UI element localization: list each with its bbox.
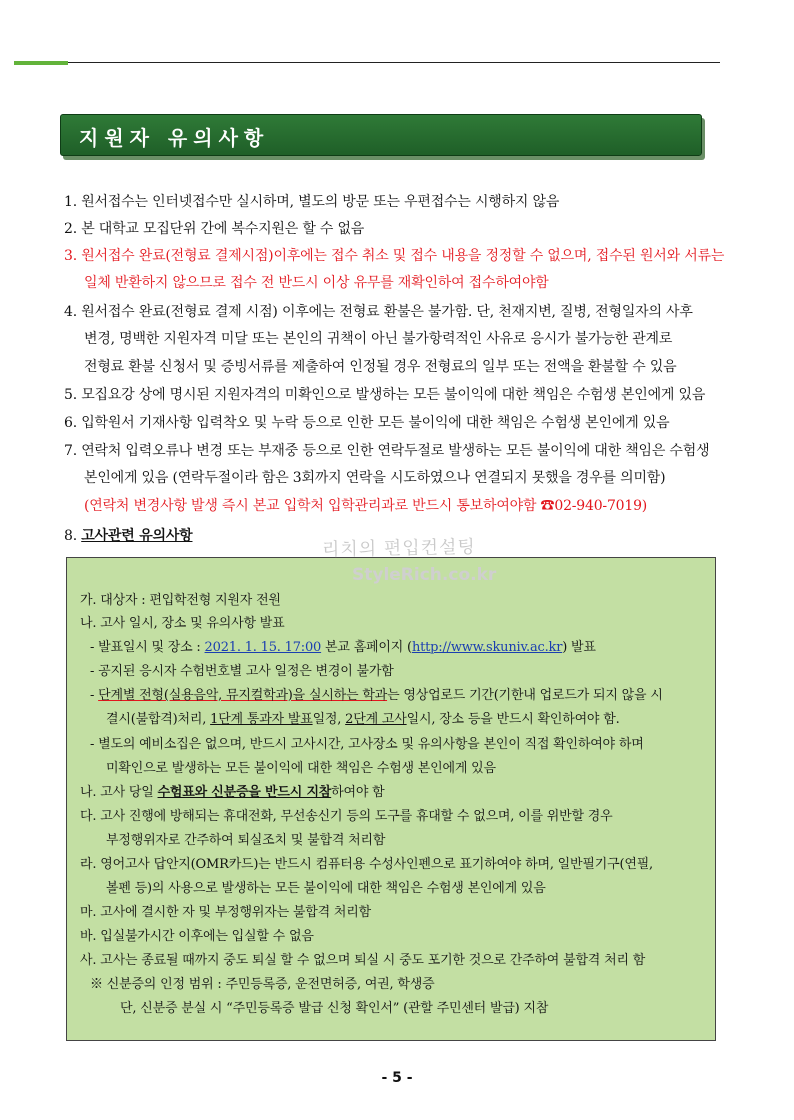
item-7: 7. 연락처 입력오류나 변경 또는 부재중 등으로 인한 연락두절로 발생하는 모든 불이익에 대한 책임은 수험생 [64, 443, 710, 459]
box-line-no-gathering: - 별도의 예비소집은 없으며, 반드시 고사시간, 고사장소 및 유의사항을 본인이 직접 확인하여야 하며 [90, 737, 644, 752]
item-4-cont1: 변경, 명백한 지원자격 미달 또는 본인의 귀책이 아닌 불가항력적인 사유로 응시가 불가능한 관계로 [84, 331, 673, 347]
item-2: 2. 본 대학교 모집단위 간에 복수지원은 할 수 없음 [64, 221, 365, 237]
box-line-omr-cont: 볼펜 등)의 사용으로 발생하는 모든 불이익에 대한 책임은 수험생 본인에게 있음 [106, 881, 546, 896]
watermark-text: 리치의 편입컨설팅 [321, 536, 477, 561]
stage-dash: - [90, 688, 99, 703]
bring-c: 하여야 함 [331, 785, 385, 800]
box-line-no-leave: 사. 고사는 종료될 때까지 중도 퇴실 할 수 없으며 퇴실 시 중도 포기한 것으로 간주하여 불합격 처리 함 [80, 953, 646, 968]
item-8 [64, 526, 192, 546]
section-title: 지원자 유의사항 [79, 126, 270, 150]
item-8-label: 고사관련 유의사항 [81, 528, 193, 544]
box-line-entry-time: 바. 입실불가시간 이후에는 입실할 수 없음 [80, 929, 314, 944]
box-line-announce [90, 639, 596, 657]
announce-mid: 본교 홈페이지 ( [321, 640, 412, 655]
box-line-absent: 마. 고사에 결시한 자 및 부정행위자는 불합격 처리함 [80, 905, 371, 920]
bring-a: 나. 고사 당일 [80, 785, 158, 800]
box-line-devices-cont: 부정행위자로 간주하여 퇴실조치 및 불합격 처리함 [106, 833, 386, 848]
item-3: 3. 원서접수 완료(전형료 결제시점)이후에는 접수 취소 및 접수 내용을 정정할 수 없으며, 접수된 원서와 서류는 [64, 248, 725, 264]
box-line-bring-id [80, 784, 385, 802]
item-7-cont: 본인에게 있음 (연락두절이라 함은 3회까지 연락을 시도하였으나 연결되지 못했을 경우를 의미함) [84, 470, 666, 486]
section-banner [60, 114, 702, 156]
page-number: - 5 - [381, 1070, 413, 1086]
box-line-stage-cont [106, 711, 620, 729]
stage-exam-dept: 단계별 전형(실용음악, 뮤지컬학과)을 실시하는 학과 [98, 688, 388, 703]
box-line-stage-exam [90, 687, 663, 705]
box-line-id-lost: 단, 신분증 분실 시 “주민등록증 발급 신청 확인서” (관할 주민센터 발급) 지참 [120, 1001, 549, 1016]
item-5: 5. 모집요강 상에 명시된 지원자격의 미확인으로 발생하는 모든 불이익에 대한 책임은 수험생 본인에게 있음 [64, 387, 706, 403]
item-7-contact: (연락처 변경사항 발생 즉시 본교 입학처 입학관리과로 반드시 통보하여야함 ☎02-940-7019) [84, 498, 648, 514]
box-line-target: 가. 대상자 : 편입학전형 지원자 전원 [80, 593, 281, 608]
item-1: 1. 원서접수는 인터넷접수만 실시하며, 별도의 방문 또는 우편접수는 시행하지 않음 [64, 194, 560, 210]
announce-prefix: - 발표일시 및 장소 : [90, 640, 205, 655]
top-accent-line [14, 61, 68, 65]
item-3-cont: 일체 반환하지 않으므로 접수 전 반드시 이상 유무를 재확인하여 접수하여야함 [84, 275, 549, 291]
stage-exam-rest: 는 영상업로드 기간(기한내 업로드가 되지 않을 시 [387, 688, 663, 703]
announce-suffix: ) 발표 [562, 640, 596, 655]
item-4-cont2: 전형료 환불 신청서 및 증빙서류를 제출하여 인정될 경우 전형료의 일부 또는 전액을 환불할 수 있음 [84, 359, 677, 375]
item-6: 6. 입학원서 기재사항 입력착오 및 누락 등으로 인한 모든 불이익에 대한 책임은 수험생 본인에게 있음 [64, 415, 670, 431]
box-line-no-gathering-cont: 미확인으로 발생하는 모든 불이익에 대한 책임은 수험생 본인에게 있음 [106, 761, 496, 776]
bring-b: 수험표와 신분증을 반드시 지참 [157, 785, 332, 800]
stage-d: 2단계 고사 [345, 712, 407, 727]
box-line-schedule: 나. 고사 일시, 장소 및 유의사항 발표 [80, 616, 285, 631]
announce-date: 2021. 1. 15. 17:00 [204, 640, 322, 655]
stage-e: 일시, 장소 등을 반드시 확인하여야 함. [406, 712, 620, 727]
box-line-devices: 다. 고사 진행에 방해되는 휴대전화, 무선송신기 등의 도구를 휴대할 수 없으며, 이를 위반할 경우 [80, 809, 613, 824]
box-line-no-change: - 공지된 응시자 수험번호별 고사 일정은 변경이 불가함 [90, 664, 394, 679]
item-8-number: 8. [64, 528, 82, 544]
stage-c: 일정, [312, 712, 346, 727]
stage-b: 1단계 통과자 발표 [210, 712, 313, 727]
stage-a: 결시(불합격)처리, [106, 712, 211, 727]
box-line-omr: 라. 영어고사 답안지(OMR카드)는 반드시 컴퓨터용 수성사인펜으로 표기하여야 하며, 일반필기구(연필, [80, 857, 653, 872]
homepage-link[interactable]: http://www.skuniv.ac.kr [411, 640, 563, 655]
watermark-url: StyleRich.co.kr [352, 565, 497, 585]
item-4: 4. 원서접수 완료(전형료 결제 시점) 이후에는 전형료 환불은 불가함. 단, 천재지변, 질병, 전형일자의 사후 [64, 304, 693, 320]
box-line-id-scope: ※ 신분증의 인정 범위 : 주민등록증, 운전면허증, 여권, 학생증 [90, 977, 435, 992]
top-rule [68, 62, 720, 63]
